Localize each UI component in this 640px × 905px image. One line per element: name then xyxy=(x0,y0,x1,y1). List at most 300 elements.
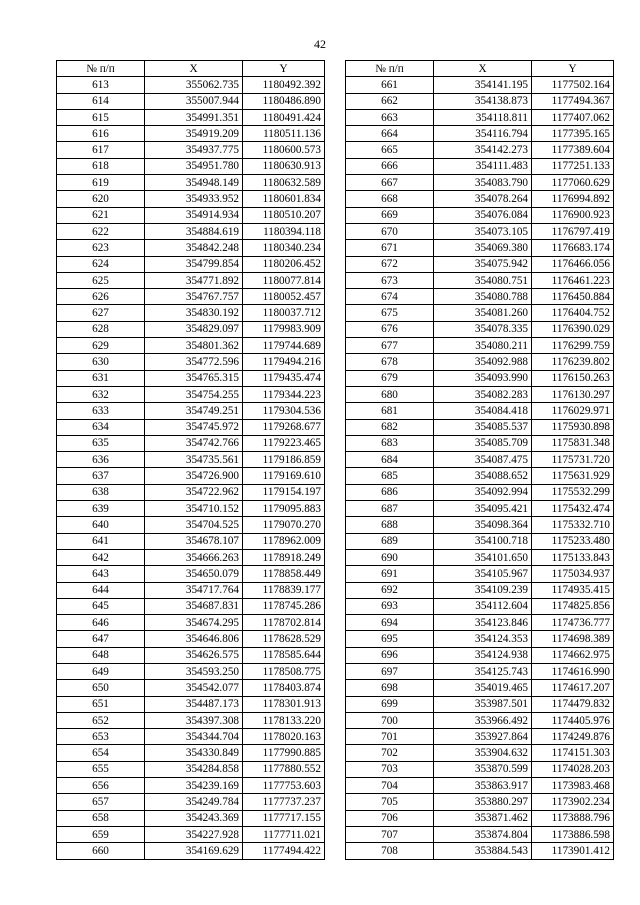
x-coordinate-cell: 353871.462 xyxy=(434,810,532,826)
y-coordinate-cell: 1176299.759 xyxy=(532,338,614,354)
point-number-cell: 651 xyxy=(57,696,145,712)
table-row xyxy=(57,305,325,321)
table-row xyxy=(346,256,614,272)
table-row xyxy=(57,452,325,468)
x-coordinate-cell: 353904.632 xyxy=(434,745,532,761)
table-row xyxy=(346,484,614,500)
table-row xyxy=(346,729,614,745)
x-coordinate-cell: 354799.854 xyxy=(145,256,243,272)
table-row xyxy=(57,256,325,272)
point-number-cell: 704 xyxy=(346,778,434,794)
table-row xyxy=(57,712,325,728)
point-number-cell: 679 xyxy=(346,370,434,386)
x-coordinate-cell: 354019.465 xyxy=(434,680,532,696)
y-coordinate-cell: 1177395.165 xyxy=(532,126,614,142)
y-coordinate-cell: 1177753.603 xyxy=(243,778,325,794)
point-number-cell: 662 xyxy=(346,93,434,109)
point-number-cell: 646 xyxy=(57,615,145,631)
table-row xyxy=(57,663,325,679)
x-coordinate-cell: 354646.806 xyxy=(145,631,243,647)
x-coordinate-cell: 354141.195 xyxy=(434,77,532,93)
x-coordinate-cell: 354726.900 xyxy=(145,468,243,484)
point-number-cell: 616 xyxy=(57,126,145,142)
point-number-cell: 637 xyxy=(57,468,145,484)
y-coordinate-cell: 1178839.177 xyxy=(243,582,325,598)
y-coordinate-cell: 1176994.892 xyxy=(532,191,614,207)
x-coordinate-cell: 354084.418 xyxy=(434,403,532,419)
table-row xyxy=(57,240,325,256)
column-header-x: X xyxy=(434,61,532,77)
y-coordinate-cell: 1176466.056 xyxy=(532,256,614,272)
point-number-cell: 680 xyxy=(346,386,434,402)
point-number-cell: 630 xyxy=(57,354,145,370)
point-number-cell: 623 xyxy=(57,240,145,256)
table-row xyxy=(57,175,325,191)
x-coordinate-cell: 354678.107 xyxy=(145,533,243,549)
y-coordinate-cell: 1176900.923 xyxy=(532,207,614,223)
x-coordinate-cell: 354704.525 xyxy=(145,517,243,533)
y-coordinate-cell: 1178918.249 xyxy=(243,549,325,565)
x-coordinate-cell: 354745.972 xyxy=(145,419,243,435)
x-coordinate-cell: 354742.766 xyxy=(145,435,243,451)
y-coordinate-cell: 1174617.207 xyxy=(532,680,614,696)
column-header-y: Y xyxy=(532,61,614,77)
x-coordinate-cell: 354829.097 xyxy=(145,321,243,337)
point-number-cell: 622 xyxy=(57,223,145,239)
point-number-cell: 624 xyxy=(57,256,145,272)
point-number-cell: 627 xyxy=(57,305,145,321)
table-row xyxy=(346,77,614,93)
y-coordinate-cell: 1180491.424 xyxy=(243,109,325,125)
y-coordinate-cell: 1180492.392 xyxy=(243,77,325,93)
point-number-cell: 655 xyxy=(57,761,145,777)
table-row xyxy=(57,826,325,842)
point-number-cell: 682 xyxy=(346,419,434,435)
y-coordinate-cell: 1174935.415 xyxy=(532,582,614,598)
table-row xyxy=(346,598,614,614)
y-coordinate-cell: 1173902.234 xyxy=(532,794,614,810)
table-row xyxy=(346,191,614,207)
point-number-cell: 697 xyxy=(346,663,434,679)
y-coordinate-cell: 1178508.775 xyxy=(243,663,325,679)
table-row xyxy=(57,501,325,517)
y-coordinate-cell: 1178858.449 xyxy=(243,566,325,582)
y-coordinate-cell: 1180510.207 xyxy=(243,207,325,223)
page-number: 42 xyxy=(314,37,326,51)
column-header-number: № п/п xyxy=(346,61,434,77)
x-coordinate-cell: 353966.492 xyxy=(434,712,532,728)
y-coordinate-cell: 1176029.971 xyxy=(532,403,614,419)
table-row xyxy=(346,370,614,386)
column-header-number: № п/п xyxy=(57,61,145,77)
y-coordinate-cell: 1177389.604 xyxy=(532,142,614,158)
y-coordinate-cell: 1176683.174 xyxy=(532,240,614,256)
y-coordinate-cell: 1177717.155 xyxy=(243,810,325,826)
point-number-cell: 700 xyxy=(346,712,434,728)
y-coordinate-cell: 1180052.457 xyxy=(243,289,325,305)
column-header-y: Y xyxy=(243,61,325,77)
table-row xyxy=(57,549,325,565)
y-coordinate-cell: 1178745.286 xyxy=(243,598,325,614)
point-number-cell: 675 xyxy=(346,305,434,321)
y-coordinate-cell: 1178585.644 xyxy=(243,647,325,663)
table-row xyxy=(346,745,614,761)
x-coordinate-cell: 354083.790 xyxy=(434,175,532,191)
point-number-cell: 638 xyxy=(57,484,145,500)
table-row xyxy=(57,647,325,663)
y-coordinate-cell: 1177711.021 xyxy=(243,826,325,842)
point-number-cell: 670 xyxy=(346,223,434,239)
point-number-cell: 656 xyxy=(57,778,145,794)
y-coordinate-cell: 1174662.975 xyxy=(532,647,614,663)
table-row xyxy=(346,778,614,794)
table-row xyxy=(57,223,325,239)
y-coordinate-cell: 1176150.263 xyxy=(532,370,614,386)
table-row xyxy=(57,321,325,337)
y-coordinate-cell: 1176797.419 xyxy=(532,223,614,239)
y-coordinate-cell: 1173983.468 xyxy=(532,778,614,794)
point-number-cell: 663 xyxy=(346,109,434,125)
table-row xyxy=(57,778,325,794)
column-header-x: X xyxy=(145,61,243,77)
table-row xyxy=(346,272,614,288)
point-number-cell: 701 xyxy=(346,729,434,745)
x-coordinate-cell: 354284.858 xyxy=(145,761,243,777)
table-row xyxy=(57,272,325,288)
y-coordinate-cell: 1178133.220 xyxy=(243,712,325,728)
x-coordinate-cell: 354123.846 xyxy=(434,615,532,631)
table-row xyxy=(57,843,325,859)
y-coordinate-cell: 1179435.474 xyxy=(243,370,325,386)
x-coordinate-cell: 354085.709 xyxy=(434,435,532,451)
y-coordinate-cell: 1178702.814 xyxy=(243,615,325,631)
y-coordinate-cell: 1176390.029 xyxy=(532,321,614,337)
point-number-cell: 671 xyxy=(346,240,434,256)
table-row xyxy=(346,289,614,305)
y-coordinate-cell: 1179304.536 xyxy=(243,403,325,419)
table-row xyxy=(57,566,325,582)
x-coordinate-cell: 354101.650 xyxy=(434,549,532,565)
point-number-cell: 694 xyxy=(346,615,434,631)
table-row xyxy=(57,582,325,598)
x-coordinate-cell: 354227.928 xyxy=(145,826,243,842)
y-coordinate-cell: 1174028.203 xyxy=(532,761,614,777)
x-coordinate-cell: 354073.105 xyxy=(434,223,532,239)
x-coordinate-cell: 353870.599 xyxy=(434,761,532,777)
table-row xyxy=(346,582,614,598)
point-number-cell: 702 xyxy=(346,745,434,761)
point-number-cell: 628 xyxy=(57,321,145,337)
y-coordinate-cell: 1179983.909 xyxy=(243,321,325,337)
point-number-cell: 652 xyxy=(57,712,145,728)
x-coordinate-cell: 354087.475 xyxy=(434,452,532,468)
table-row xyxy=(346,468,614,484)
table-row xyxy=(346,354,614,370)
table-row xyxy=(57,403,325,419)
y-coordinate-cell: 1173886.598 xyxy=(532,826,614,842)
point-number-cell: 621 xyxy=(57,207,145,223)
point-number-cell: 633 xyxy=(57,403,145,419)
y-coordinate-cell: 1174736.777 xyxy=(532,615,614,631)
x-coordinate-cell: 354080.751 xyxy=(434,272,532,288)
table-row xyxy=(346,240,614,256)
point-number-cell: 632 xyxy=(57,386,145,402)
x-coordinate-cell: 354095.421 xyxy=(434,501,532,517)
point-number-cell: 620 xyxy=(57,191,145,207)
x-coordinate-cell: 353927.864 xyxy=(434,729,532,745)
table-row xyxy=(346,712,614,728)
table-row xyxy=(346,663,614,679)
table-row xyxy=(57,419,325,435)
x-coordinate-cell: 354112.604 xyxy=(434,598,532,614)
x-coordinate-cell: 354239.169 xyxy=(145,778,243,794)
point-number-cell: 673 xyxy=(346,272,434,288)
table-row xyxy=(346,549,614,565)
x-coordinate-cell: 354767.757 xyxy=(145,289,243,305)
x-coordinate-cell: 354100.718 xyxy=(434,533,532,549)
x-coordinate-cell: 354169.629 xyxy=(145,843,243,859)
table-row xyxy=(57,484,325,500)
x-coordinate-cell: 354098.364 xyxy=(434,517,532,533)
x-coordinate-cell: 354593.250 xyxy=(145,663,243,679)
point-number-cell: 683 xyxy=(346,435,434,451)
point-number-cell: 657 xyxy=(57,794,145,810)
y-coordinate-cell: 1174698.389 xyxy=(532,631,614,647)
x-coordinate-cell: 354330.849 xyxy=(145,745,243,761)
point-number-cell: 706 xyxy=(346,810,434,826)
y-coordinate-cell: 1180600.573 xyxy=(243,142,325,158)
y-coordinate-cell: 1180630.913 xyxy=(243,158,325,174)
x-coordinate-cell: 354948.149 xyxy=(145,175,243,191)
table-row xyxy=(346,305,614,321)
x-coordinate-cell: 354085.537 xyxy=(434,419,532,435)
x-coordinate-cell: 354076.084 xyxy=(434,207,532,223)
point-number-cell: 685 xyxy=(346,468,434,484)
table-row xyxy=(346,158,614,174)
x-coordinate-cell: 354914.934 xyxy=(145,207,243,223)
point-number-cell: 666 xyxy=(346,158,434,174)
y-coordinate-cell: 1175432.474 xyxy=(532,501,614,517)
point-number-cell: 689 xyxy=(346,533,434,549)
table-row xyxy=(57,142,325,158)
y-coordinate-cell: 1176450.884 xyxy=(532,289,614,305)
point-number-cell: 644 xyxy=(57,582,145,598)
point-number-cell: 629 xyxy=(57,338,145,354)
x-coordinate-cell: 354082.283 xyxy=(434,386,532,402)
y-coordinate-cell: 1180037.712 xyxy=(243,305,325,321)
table-row xyxy=(346,501,614,517)
y-coordinate-cell: 1178301.913 xyxy=(243,696,325,712)
y-coordinate-cell: 1178628.529 xyxy=(243,631,325,647)
coordinates-table-left xyxy=(56,60,325,860)
point-number-cell: 669 xyxy=(346,207,434,223)
y-coordinate-cell: 1177494.367 xyxy=(532,93,614,109)
point-number-cell: 686 xyxy=(346,484,434,500)
x-coordinate-cell: 354075.942 xyxy=(434,256,532,272)
x-coordinate-cell: 354088.652 xyxy=(434,468,532,484)
point-number-cell: 634 xyxy=(57,419,145,435)
x-coordinate-cell: 354249.784 xyxy=(145,794,243,810)
x-coordinate-cell: 353874.804 xyxy=(434,826,532,842)
x-coordinate-cell: 355062.735 xyxy=(145,77,243,93)
table-row xyxy=(346,696,614,712)
point-number-cell: 660 xyxy=(57,843,145,859)
y-coordinate-cell: 1179494.216 xyxy=(243,354,325,370)
y-coordinate-cell: 1174825.856 xyxy=(532,598,614,614)
x-coordinate-cell: 354080.211 xyxy=(434,338,532,354)
table-row xyxy=(57,207,325,223)
table-row xyxy=(57,354,325,370)
x-coordinate-cell: 354344.704 xyxy=(145,729,243,745)
x-coordinate-cell: 354937.775 xyxy=(145,142,243,158)
point-number-cell: 614 xyxy=(57,93,145,109)
y-coordinate-cell: 1174405.976 xyxy=(532,712,614,728)
point-number-cell: 625 xyxy=(57,272,145,288)
y-coordinate-cell: 1179095.883 xyxy=(243,501,325,517)
y-coordinate-cell: 1175034.937 xyxy=(532,566,614,582)
point-number-cell: 693 xyxy=(346,598,434,614)
point-number-cell: 698 xyxy=(346,680,434,696)
table-row xyxy=(346,435,614,451)
x-coordinate-cell: 354069.380 xyxy=(434,240,532,256)
point-number-cell: 636 xyxy=(57,452,145,468)
point-number-cell: 672 xyxy=(346,256,434,272)
table-row xyxy=(57,109,325,125)
y-coordinate-cell: 1173888.796 xyxy=(532,810,614,826)
point-number-cell: 691 xyxy=(346,566,434,582)
x-coordinate-cell: 354919.209 xyxy=(145,126,243,142)
table-row xyxy=(57,191,325,207)
point-number-cell: 661 xyxy=(346,77,434,93)
point-number-cell: 650 xyxy=(57,680,145,696)
table-header-row xyxy=(57,61,325,77)
table-row xyxy=(346,223,614,239)
point-number-cell: 642 xyxy=(57,549,145,565)
x-coordinate-cell: 354754.255 xyxy=(145,386,243,402)
x-coordinate-cell: 354124.353 xyxy=(434,631,532,647)
y-coordinate-cell: 1177494.422 xyxy=(243,843,325,859)
table-row xyxy=(346,615,614,631)
y-coordinate-cell: 1175133.843 xyxy=(532,549,614,565)
x-coordinate-cell: 355007.944 xyxy=(145,93,243,109)
y-coordinate-cell: 1173901.412 xyxy=(532,843,614,859)
y-coordinate-cell: 1175831.348 xyxy=(532,435,614,451)
point-number-cell: 639 xyxy=(57,501,145,517)
coordinates-table-right xyxy=(345,60,614,860)
point-number-cell: 665 xyxy=(346,142,434,158)
table-row xyxy=(346,93,614,109)
x-coordinate-cell: 354105.967 xyxy=(434,566,532,582)
point-number-cell: 668 xyxy=(346,191,434,207)
table-row xyxy=(57,745,325,761)
table-row xyxy=(57,77,325,93)
table-row xyxy=(57,289,325,305)
point-number-cell: 658 xyxy=(57,810,145,826)
table-row xyxy=(346,794,614,810)
x-coordinate-cell: 354710.152 xyxy=(145,501,243,517)
table-row xyxy=(57,435,325,451)
point-number-cell: 643 xyxy=(57,566,145,582)
table-row xyxy=(57,761,325,777)
table-row xyxy=(57,598,325,614)
x-coordinate-cell: 353987.501 xyxy=(434,696,532,712)
x-coordinate-cell: 354542.077 xyxy=(145,680,243,696)
table-row xyxy=(346,338,614,354)
point-number-cell: 695 xyxy=(346,631,434,647)
point-number-cell: 705 xyxy=(346,794,434,810)
y-coordinate-cell: 1180511.136 xyxy=(243,126,325,142)
point-number-cell: 664 xyxy=(346,126,434,142)
x-coordinate-cell: 354749.251 xyxy=(145,403,243,419)
y-coordinate-cell: 1174151.303 xyxy=(532,745,614,761)
y-coordinate-cell: 1175332.710 xyxy=(532,517,614,533)
point-number-cell: 641 xyxy=(57,533,145,549)
x-coordinate-cell: 354142.273 xyxy=(434,142,532,158)
point-number-cell: 640 xyxy=(57,517,145,533)
point-number-cell: 677 xyxy=(346,338,434,354)
table-row xyxy=(346,647,614,663)
table-row xyxy=(57,126,325,142)
point-number-cell: 687 xyxy=(346,501,434,517)
table-row xyxy=(346,386,614,402)
y-coordinate-cell: 1180340.234 xyxy=(243,240,325,256)
y-coordinate-cell: 1175930.898 xyxy=(532,419,614,435)
point-number-cell: 659 xyxy=(57,826,145,842)
y-coordinate-cell: 1180601.834 xyxy=(243,191,325,207)
x-coordinate-cell: 353884.543 xyxy=(434,843,532,859)
x-coordinate-cell: 354842.248 xyxy=(145,240,243,256)
table-row xyxy=(346,761,614,777)
table-row xyxy=(346,109,614,125)
point-number-cell: 696 xyxy=(346,647,434,663)
y-coordinate-cell: 1177737.237 xyxy=(243,794,325,810)
y-coordinate-cell: 1179154.197 xyxy=(243,484,325,500)
point-number-cell: 676 xyxy=(346,321,434,337)
x-coordinate-cell: 354772.596 xyxy=(145,354,243,370)
y-coordinate-cell: 1179744.689 xyxy=(243,338,325,354)
table-row xyxy=(57,517,325,533)
x-coordinate-cell: 354687.831 xyxy=(145,598,243,614)
table-row xyxy=(346,533,614,549)
y-coordinate-cell: 1176404.752 xyxy=(532,305,614,321)
x-coordinate-cell: 353880.297 xyxy=(434,794,532,810)
x-coordinate-cell: 354884.619 xyxy=(145,223,243,239)
table-row xyxy=(57,386,325,402)
point-number-cell: 681 xyxy=(346,403,434,419)
table-row xyxy=(346,566,614,582)
x-coordinate-cell: 354124.938 xyxy=(434,647,532,663)
table-row xyxy=(346,843,614,859)
table-row xyxy=(346,810,614,826)
table-row xyxy=(346,680,614,696)
point-number-cell: 631 xyxy=(57,370,145,386)
y-coordinate-cell: 1180486.890 xyxy=(243,93,325,109)
point-number-cell: 674 xyxy=(346,289,434,305)
point-number-cell: 617 xyxy=(57,142,145,158)
point-number-cell: 645 xyxy=(57,598,145,614)
y-coordinate-cell: 1180394.118 xyxy=(243,223,325,239)
y-coordinate-cell: 1174616.990 xyxy=(532,663,614,679)
table-row xyxy=(57,533,325,549)
point-number-cell: 615 xyxy=(57,109,145,125)
table-row xyxy=(57,729,325,745)
point-number-cell: 618 xyxy=(57,158,145,174)
table-row xyxy=(57,631,325,647)
x-coordinate-cell: 354991.351 xyxy=(145,109,243,125)
point-number-cell: 684 xyxy=(346,452,434,468)
y-coordinate-cell: 1176461.223 xyxy=(532,272,614,288)
x-coordinate-cell: 354771.892 xyxy=(145,272,243,288)
